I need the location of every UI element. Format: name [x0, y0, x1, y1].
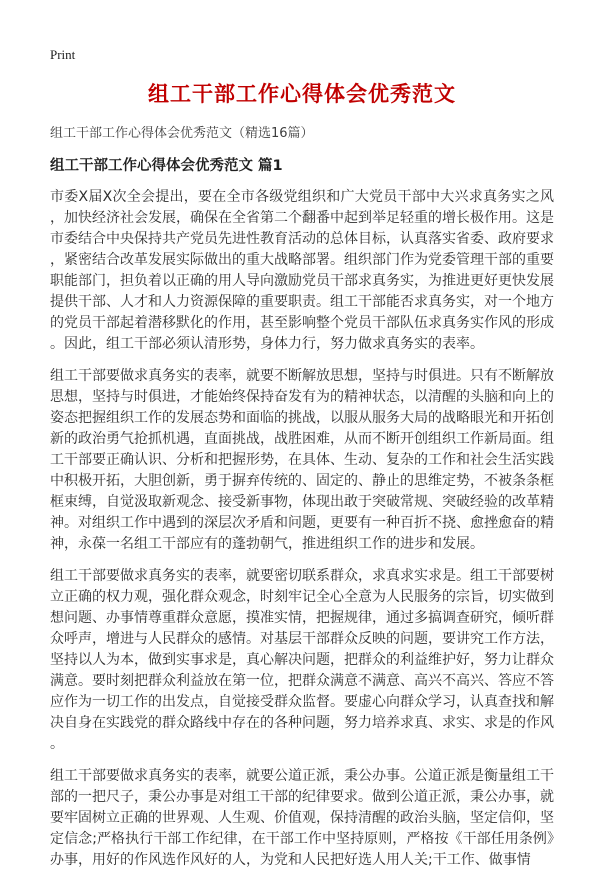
- document-subtitle: 组工干部工作心得体会优秀范文（精选16篇）: [50, 126, 314, 141]
- section-heading-part1: 组工干部工作心得体会优秀范文 篇1: [50, 158, 283, 174]
- paragraph-2: 组工干部要做求真务实的表率，就要不断解放思想，坚持与时俱进。只有不断解放思想，坚持与时俱进，才能始终保持奋发有为的精神状态，以清醒的头脑和向上的姿态把握组织工作的发展态势和面临的挑战，以服从服务大局的战略眼光和开拓创新的政治勇气抢抓机遇，直面挑战，战胜困难，从而不断开创组织工作新局面。组工干部要正确认识、分析和把握形势，在具体、生动、复杂的工作和社会生活实践中积极开拓，大胆创新，勇于摒弃传统的、固定的、静止的思维定势，不被条条框框束缚，自觉汲取新观念、接受新事物，体现出敢于突破常规、突破经验的改革精神。对组织工作中遇到的深层次矛盾和问题，更要有一种百折不挠、愈挫愈奋的精神，永葆一名组工干部应有的蓬勃朝气，推进组织工作的进步和发展。: [50, 368, 554, 552]
- paragraph-4: 组工干部要做求真务实的表率，就要公道正派，秉公办事。公道正派是衡量组工干部的一把尺子，秉公办事是对组工干部的纪律要求。做到公道正派，秉公办事，就要牢固树立正确的世界观、人生观、价值观，保持清醒的政治头脑，坚定信仰，坚定信念;严格执行干部工作纪律，在干部工作中坚持原则，严格按《干部任用条例》办事，用好的作风选作风好的人，为党和人民把好选人用人关;干工作、做事情: [50, 768, 554, 868]
- print-link[interactable]: Print: [50, 47, 76, 62]
- paragraph-1: 市委X届X次全会提出，要在全市各级党组织和广大党员干部中大兴求真务实之风，加快经济社会发展，确保在全省第二个翻番中起到举足轻重的增长极作用。这是市委结合中央保持共产党员先进性教育活动的总体目标，认真落实省委、政府要求，紧密结合改革发展实际做出的重大战略部署。组织部门作为党委管理干部的重要职能部门，担负着以正确的用人导向激励党员干部求真务实，为推进更好更快发展提供干部、人才和人力资源保障的重要职责。组工干部能否求真务实，对一个地方的党员干部起着潜移默化的作用，甚至影响整个党员干部队伍求真务实作风的形成。因此，组工干部必须认清形势，身体力行，努力做求真务实的表率。: [50, 189, 554, 352]
- page-title: 组工干部工作心得体会优秀范文: [148, 82, 456, 106]
- paragraph-3: 组工干部要做求真务实的表率，就要密切联系群众，求真求实求是。组工干部要树立正确的权力观，强化群众观念，时刻牢记全心全意为人民服务的宗旨，切实做到想问题、办事情尊重群众意愿，摸准实情，把握规律，通过多搞调查研究，倾听群众呼声，增进与人民群众的感情。对基层干部群众反映的问题，要讲究工作方法，坚持以人为本，做到实事求是，真心解决问题，把群众的利益维护好，努力让群众满意。要时刻把群众利益放在第一位，把群众满意不满意、高兴不高兴、答应不答应作为一切工作的出发点，自觉接受群众监督。要虚心向群众学习，认真查找和解决自身在实践党的群众路线中存在的各种问题，努力培养求真、求实、求是的作风。: [50, 568, 554, 752]
